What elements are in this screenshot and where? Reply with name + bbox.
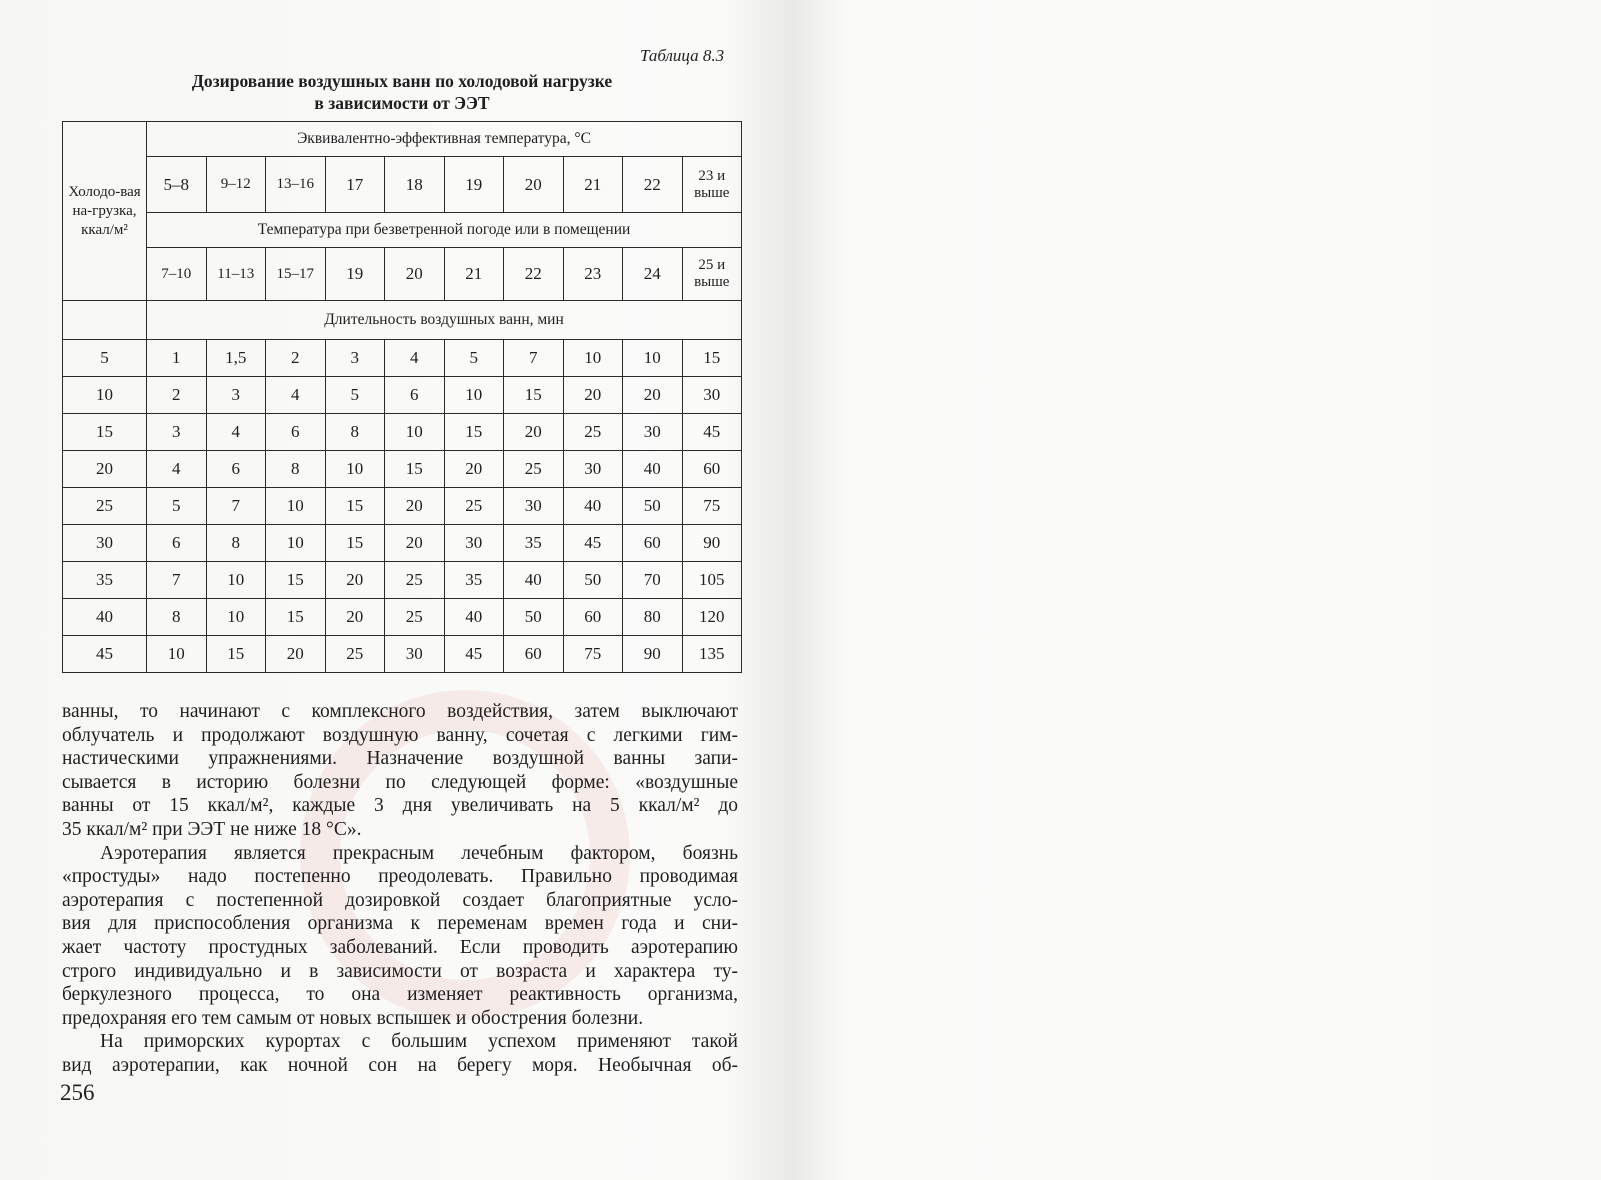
duration-cell: 50 [563,562,623,599]
duration-cell: 1 [147,340,207,377]
text-line: На приморских курортах с большим успехом применяют такой [100,1031,738,1053]
duration-cell: 60 [623,525,683,562]
eet-value-cell: 22 [623,157,683,213]
eet-value-cell: 21 [563,157,623,213]
eet-value-cell: 19 [444,157,504,213]
duration-cell: 15 [325,525,385,562]
duration-cell: 40 [504,562,564,599]
duration-cell: 20 [504,414,564,451]
duration-cell: 20 [325,562,385,599]
text-line: ванны, то начинают с комплексного воздействия, затем выключают [62,701,738,722]
paragraph [62,700,738,842]
text-line: настическими упражнениями. Назначение воздушной ванны запи- [62,748,738,770]
text-line: беркулезного процесса, то она изменяет реактивность организма, [62,984,738,1006]
duration-cell: 20 [266,636,326,673]
text-line: ванны от 15 ккал/м², каждые 3 дня увеличивать на 5 ккал/м² до [62,795,738,817]
text-line: 35 ккал/м² при ЭЭТ не ниже 18 °С». [62,818,362,840]
text-line: строго индивидуально и в зависимости от возраста и характера ту- [62,960,738,982]
text-line: аэротерапия с постепенной дозировкой создает благоприятные усло- [62,889,738,911]
right-page [800,0,1601,1180]
duration-cell: 6 [147,525,207,562]
duration-cell: 120 [682,599,742,636]
temperature-value-cell: 20 [385,248,445,301]
duration-cell: 75 [563,636,623,673]
duration-cell: 15 [266,562,326,599]
duration-cell: 4 [206,414,266,451]
duration-cell: 7 [147,562,207,599]
duration-header: Длительность воздушных ванн, мин [147,301,742,340]
table-title-line: Дозирование воздушных ванн по холодовой нагрузке [191,71,613,91]
load-value-cell: 35 [63,562,147,599]
temperature-value-cell: 21 [444,248,504,301]
duration-cell: 40 [444,599,504,636]
table-title [62,70,742,114]
duration-cell: 10 [444,377,504,414]
eet-header: Эквивалентно-эффективная температура, °С [147,122,742,157]
left-page [0,0,790,1180]
eet-value-cell: 13–16 [266,157,326,213]
table-row [63,525,742,562]
duration-cell: 10 [563,340,623,377]
left-body-text [62,700,738,1078]
table-row [63,562,742,599]
duration-cell: 6 [385,377,445,414]
duration-cell: 20 [623,377,683,414]
eet-value-cell: 17 [325,157,385,213]
duration-cell: 15 [206,636,266,673]
duration-cell: 30 [682,377,742,414]
page-number-left: 256 [60,1080,95,1105]
duration-cell: 35 [444,562,504,599]
table-row [63,414,742,451]
air-bath-dosage-table [62,121,742,673]
table-row [63,340,742,377]
duration-cell: 4 [266,377,326,414]
duration-cell: 10 [266,525,326,562]
duration-cell: 50 [504,599,564,636]
duration-cell: 10 [385,414,445,451]
duration-cell: 15 [504,377,564,414]
duration-cell: 30 [385,636,445,673]
table-row [63,451,742,488]
duration-cell: 15 [325,488,385,525]
duration-cell: 105 [682,562,742,599]
paragraph [62,842,738,1031]
duration-cell: 20 [385,488,445,525]
table-row [63,488,742,525]
duration-cell: 3 [147,414,207,451]
duration-cell: 10 [325,451,385,488]
temperature-value-cell: 22 [504,248,564,301]
temperature-value-cell: 11–13 [206,248,266,301]
load-value-cell: 10 [63,377,147,414]
duration-cell: 70 [623,562,683,599]
eet-value-cell: 9–12 [206,157,266,213]
table-row [63,377,742,414]
duration-cell: 5 [444,340,504,377]
load-value-cell: 15 [63,414,147,451]
duration-cell: 7 [206,488,266,525]
duration-cell: 25 [504,451,564,488]
duration-cell: 25 [444,488,504,525]
table-title-line: в зависимости от ЭЭТ [314,93,490,113]
load-value-cell: 25 [63,488,147,525]
duration-cell: 40 [563,488,623,525]
load-value-cell: 5 [63,340,147,377]
duration-cell: 60 [682,451,742,488]
duration-cell: 8 [325,414,385,451]
table-row [63,636,742,673]
duration-cell: 30 [444,525,504,562]
duration-cell: 45 [682,414,742,451]
duration-cell: 50 [623,488,683,525]
temperature-value-cell: 15–17 [266,248,326,301]
duration-cell: 10 [266,488,326,525]
eet-value-cell: 23 и выше [682,157,742,213]
text-line: вия для приспособления организма к переменам времен года и сни- [62,913,738,935]
paragraph [62,1030,738,1077]
duration-cell: 90 [682,525,742,562]
duration-cell: 15 [444,414,504,451]
duration-cell: 80 [623,599,683,636]
duration-cell: 10 [206,562,266,599]
duration-cell: 15 [682,340,742,377]
duration-cell: 10 [147,636,207,673]
duration-cell: 25 [563,414,623,451]
temperature-value-cell: 23 [563,248,623,301]
duration-cell: 45 [444,636,504,673]
text-line: Аэротерапия является прекрасным лечебным фактором, боязнь [100,842,738,864]
duration-cell: 5 [325,377,385,414]
load-value-cell: 30 [63,525,147,562]
duration-cell: 20 [385,525,445,562]
duration-cell: 40 [623,451,683,488]
duration-cell: 25 [385,562,445,599]
duration-cell: 30 [563,451,623,488]
duration-cell: 7 [504,340,564,377]
duration-cell: 4 [147,451,207,488]
duration-cell: 10 [206,599,266,636]
eet-value-cell: 20 [504,157,564,213]
eet-value-cell: 5–8 [147,157,207,213]
duration-cell: 25 [325,636,385,673]
duration-cell: 15 [385,451,445,488]
duration-cell: 15 [266,599,326,636]
duration-cell: 1,5 [206,340,266,377]
duration-cell: 35 [504,525,564,562]
duration-cell: 4 [385,340,445,377]
load-value-cell: 20 [63,451,147,488]
duration-cell: 75 [682,488,742,525]
duration-cell: 6 [266,414,326,451]
load-value-cell: 40 [63,599,147,636]
duration-cell: 45 [563,525,623,562]
load-label-cell: Холодо-вая на-грузка, ккал/м² [63,122,147,301]
temperature-value-cell: 7–10 [147,248,207,301]
duration-cell: 6 [206,451,266,488]
duration-cell: 20 [444,451,504,488]
duration-cell: 20 [325,599,385,636]
text-line: облучатель и продолжают воздушную ванну, сочетая с легкими гим- [62,724,738,746]
temperature-header: Температура при безветренной погоде или в помещении [147,213,742,248]
table-caption: Таблица 8.3 [640,46,725,65]
duration-cell: 5 [147,488,207,525]
duration-cell: 3 [325,340,385,377]
duration-cell: 60 [563,599,623,636]
duration-cell: 8 [206,525,266,562]
duration-cell: 8 [266,451,326,488]
duration-cell: 20 [563,377,623,414]
temperature-value-cell: 25 и выше [682,248,742,301]
duration-cell: 60 [504,636,564,673]
temperature-value-cell: 19 [325,248,385,301]
load-label-spacer [63,301,147,340]
duration-cell: 30 [623,414,683,451]
duration-cell: 25 [385,599,445,636]
text-line: «простуды» надо постепенно преодолевать. Правильно проводимая [62,866,738,888]
duration-cell: 10 [623,340,683,377]
duration-cell: 90 [623,636,683,673]
eet-value-cell: 18 [385,157,445,213]
duration-cell: 3 [206,377,266,414]
duration-cell: 2 [266,340,326,377]
duration-cell: 8 [147,599,207,636]
duration-cell: 135 [682,636,742,673]
text-line: сывается в историю болезни по следующей форме: «воздушные [62,771,738,793]
temperature-value-cell: 24 [623,248,683,301]
duration-cell: 30 [504,488,564,525]
text-line: вид аэротерапии, как ночной сон на берегу моря. Необычная об- [62,1054,738,1076]
table-row [63,599,742,636]
text-line: жает частоту простудных заболеваний. Если проводить аэротерапию [62,936,738,958]
duration-cell: 2 [147,377,207,414]
load-value-cell: 45 [63,636,147,673]
text-line: предохраняя его тем самым от новых вспышек и обострения болезни. [62,1007,644,1029]
